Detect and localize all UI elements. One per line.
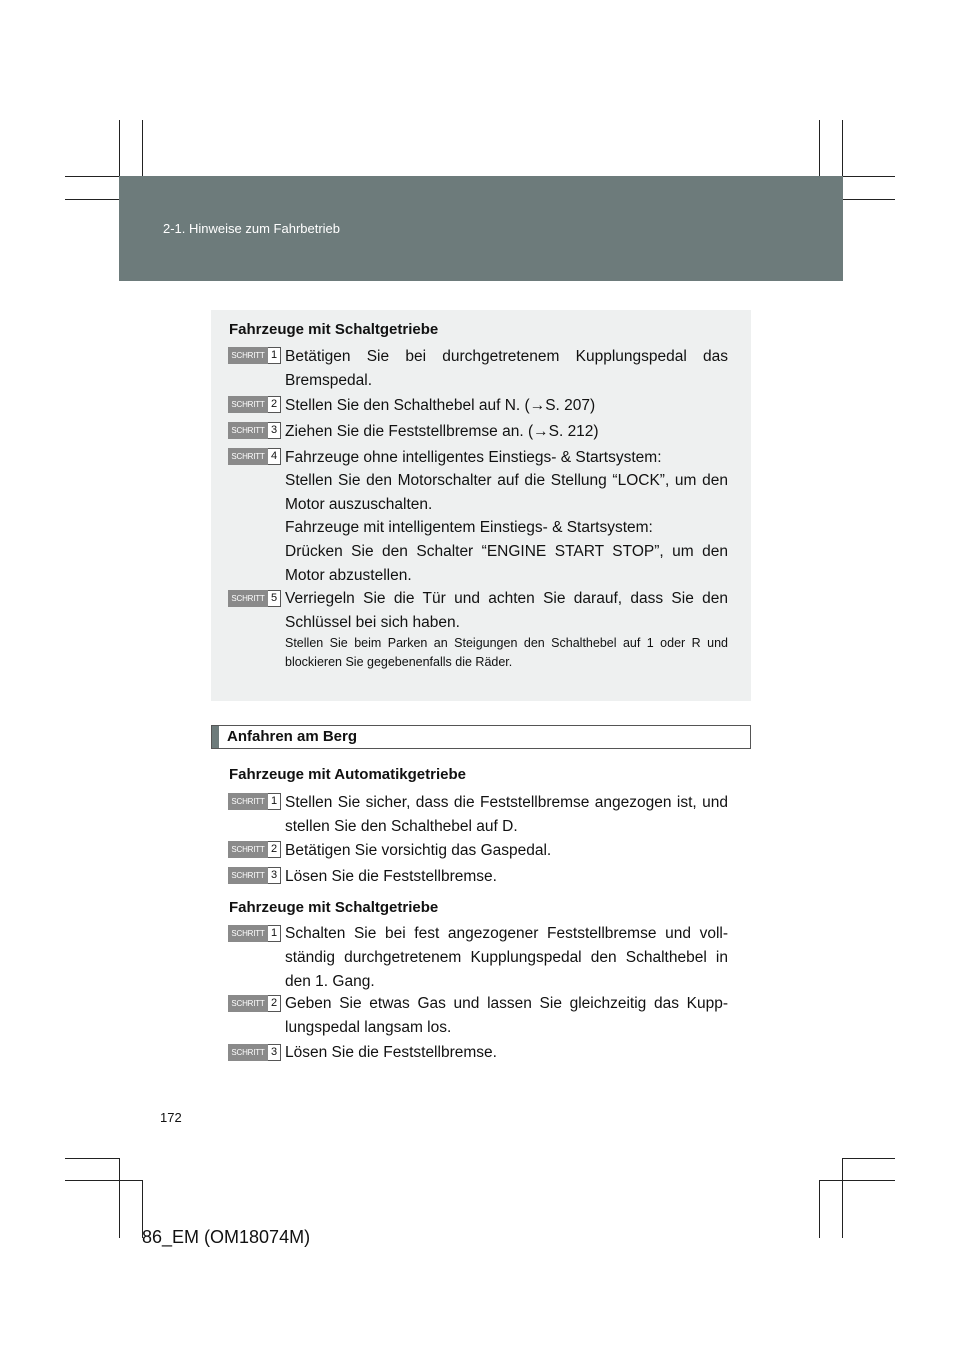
step-text: Ziehen Sie die Feststellbremse an. (→S. 212) [285,423,599,440]
step-text: Stellen Sie den Schalthebel auf N. (→S. 207) [285,397,596,414]
step-badge: SCHRITT 2 [228,396,281,413]
step-badge: SCHRITT 5 [228,590,281,607]
step-badge: SCHRITT 2 [228,841,281,858]
step-text: Fahrzeuge ohne intelligentes Einstiegs- & Startsystem: [285,449,662,466]
crop-mark [819,1180,895,1181]
crop-mark [119,1158,120,1238]
step-text: Stellen Sie den Motorschalter auf die Stellung “LOCK”, um den Motor auszuschalten. [285,472,728,513]
crop-mark [65,1180,143,1181]
document-code: 86_EM (OM18074M) [142,1227,311,1247]
section-title: Anfahren am Berg [227,728,358,745]
step-text: Drücken Sie den Schalter “ENGINE START STOP”, um den Motor abzustellen. [285,543,728,584]
crop-mark [819,1180,820,1238]
parking-note: Stellen Sie beim Parken an Steigungen den Schalthebel auf 1 oder R und blockieren Sie gegebenenfalls die Räder. [285,636,728,669]
step-badge: SCHRITT 2 [228,995,281,1012]
step-badge: SCHRITT 3 [228,1044,281,1061]
crop-mark [842,1158,895,1159]
crop-mark [842,1158,843,1238]
step-text: Verriegeln Sie die Tür und achten Sie darauf, dass Sie den Schlüssel bei sich haben. [285,590,728,631]
manual-subheading: Fahrzeuge mit Schaltgetriebe [229,899,439,916]
automatic-subheading: Fahrzeuge mit Automatikgetriebe [229,766,466,783]
step-text: Lösen Sie die Feststellbremse. [285,1044,497,1061]
chapter-header-title: 2-1. Hinweise zum Fahrbetrieb [163,221,341,236]
crop-mark [65,199,120,200]
crop-mark [65,1158,120,1159]
step-text: Stellen Sie sicher, dass die Feststellbremse angezogen ist, und stellen Sie den Schalthebel auf D. [285,794,728,835]
step-text: Lösen Sie die Feststellbremse. [285,868,497,885]
box-subheading: Fahrzeuge mit Schaltgetriebe [229,321,439,338]
step-text: Geben Sie etwas Gas und lassen Sie gleichzeitig das Kupp-lungspedal langsam los. [285,995,728,1036]
step-text: Betätigen Sie vorsichtig das Gaspedal. [285,842,552,859]
step-badge: SCHRITT 4 [228,448,281,465]
page-number: 172 [160,1110,182,1125]
section-heading-bar [211,725,751,749]
crop-mark [842,199,895,200]
step-text: Betätigen Sie bei durchgetretenem Kupplungspedal das Bremspedal. [285,348,728,389]
step-badge: SCHRITT 3 [228,867,281,884]
section-accent [212,726,219,748]
step-badge: SCHRITT 1 [228,347,281,364]
step-badge: SCHRITT 3 [228,422,281,439]
step-text: Schalten Sie bei fest angezogener Feststellbremse und voll-ständig durchgetretenem Kupplungspedal den Schalthebel in den 1. Gang. [285,925,728,990]
step-text: Fahrzeuge mit intelligentem Einstiegs- & Startsystem: [285,519,653,536]
step-badge: SCHRITT 1 [228,925,281,942]
step-badge: SCHRITT 1 [228,793,281,810]
